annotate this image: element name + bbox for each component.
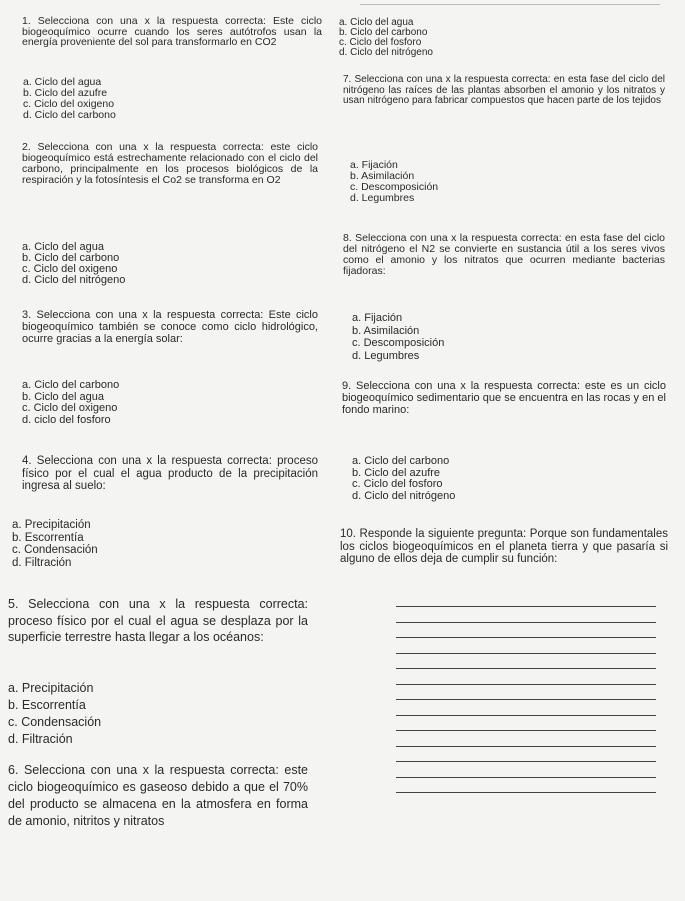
question-1-stem: 1. Selecciona con una x la respuesta correcta: Este ciclo biogeoquímico ocurre cuando los seres autótrofos usan la energía proveniente del sol para transformarlo en CO2 (22, 15, 322, 48)
option-c[interactable]: c. Descomposición (350, 181, 439, 193)
option-a[interactable]: a. Fijación (350, 159, 398, 171)
question-8 (343, 233, 665, 277)
answer-line[interactable] (396, 637, 656, 638)
answer-line[interactable] (396, 606, 656, 607)
question-1 (22, 16, 322, 48)
question-4-options (12, 519, 98, 569)
question-2 (22, 142, 318, 186)
option-b[interactable]: b. Asimilación (350, 170, 415, 182)
answer-line[interactable] (396, 777, 656, 778)
answer-line[interactable] (396, 792, 656, 793)
option-a[interactable]: a. Ciclo del agua (339, 17, 414, 28)
option-c[interactable]: c. Condensación (8, 715, 102, 729)
answer-line[interactable] (396, 761, 656, 762)
question-7-options (350, 160, 438, 204)
option-d[interactable]: d. Ciclo del carbono (23, 109, 116, 121)
question-2-options (22, 242, 125, 286)
answer-line[interactable] (396, 699, 656, 700)
option-a[interactable]: a. Precipitación (8, 681, 94, 695)
question-9-options (352, 456, 455, 502)
question-8-options (352, 312, 444, 362)
option-a[interactable]: a. Ciclo del agua (22, 241, 104, 253)
option-b[interactable]: b. Escorrentía (12, 531, 84, 544)
question-9 (342, 380, 666, 416)
question-5-stem: 5. Selecciona con una x la respuesta correcta: proceso físico por el cual el agua se desplaza por la superficie terrestre hasta llegar a los océanos: (8, 597, 308, 644)
question-3-options (22, 380, 119, 426)
question-1-options (330, 18, 433, 58)
question-1-options-left (23, 77, 116, 121)
option-a[interactable]: a. Fijación (352, 312, 403, 324)
option-b[interactable]: b. Ciclo del agua (22, 390, 104, 403)
option-b[interactable]: b. Ciclo del azufre (352, 466, 441, 479)
question-6-stem: 6. Selecciona con una x la respuesta correcta: este ciclo biogeoquímico es gaseoso debido a que el 70% del producto se almacena en la atmosfera en forma de amonio, nitritos y nitratos (8, 763, 308, 828)
option-b[interactable]: b. Ciclo del carbono (22, 252, 120, 264)
option-d[interactable]: d. Ciclo del nitrógeno (339, 47, 433, 58)
option-c[interactable]: c. Ciclo del fosforo (339, 37, 422, 48)
option-a[interactable]: a. Precipitación (12, 519, 91, 531)
answer-line[interactable] (396, 746, 656, 747)
option-b[interactable]: b. Escorrentía (8, 698, 86, 712)
answer-line[interactable] (396, 730, 656, 731)
answer-line[interactable] (396, 668, 656, 669)
question-5 (8, 596, 308, 646)
option-b[interactable]: b. Ciclo del azufre (23, 87, 108, 99)
question-10-stem: 10. Responde la siguiente pregunta: Porque son fundamentales los ciclos biogeoquímicos en el planeta tierra y que pasaría si alguno de ellos deja de cumplir su función: (340, 528, 668, 565)
option-d[interactable]: d. ciclo del fosforo (22, 413, 111, 426)
question-3-stem: 3. Selecciona con una x la respuesta correcta: Este ciclo biogeoquímico también se conoce como ciclo hidrológico, ocurre gracias a la energía solar: (22, 309, 318, 345)
option-a[interactable]: a. Ciclo del carbono (22, 379, 120, 391)
question-7 (343, 75, 665, 107)
question-3 (22, 309, 318, 345)
question-2-stem: 2. Selecciona con una x la respuesta correcta: este ciclo biogeoquímico está estrechamente relacionado con el ciclo del carbono, principalmente en los procesos biológicos de la respiración y la fotosíntesis el Co2 se transforma en O2 (22, 141, 318, 186)
answer-lines[interactable] (396, 606, 668, 808)
question-4 (22, 455, 318, 493)
option-c[interactable]: c. Condensación (12, 544, 98, 556)
option-c[interactable]: c. Ciclo del oxigeno (22, 402, 118, 414)
answer-line[interactable] (396, 622, 656, 623)
option-d[interactable]: d. Ciclo del nitrógeno (22, 274, 126, 286)
option-c[interactable]: c. Descomposición (352, 337, 445, 349)
option-a[interactable]: a. Ciclo del agua (23, 76, 102, 88)
option-d[interactable]: d. Ciclo del nitrógeno (352, 489, 456, 502)
option-d[interactable]: d. Filtración (12, 556, 72, 569)
top-border-line (360, 4, 660, 5)
option-c[interactable]: c. Ciclo del fosforo (352, 478, 443, 490)
option-b[interactable]: b. Asimilación (352, 324, 420, 337)
option-c[interactable]: c. Ciclo del oxigeno (22, 263, 118, 275)
answer-line[interactable] (396, 715, 656, 716)
answer-line[interactable] (396, 653, 656, 654)
option-a[interactable]: a. Ciclo del carbono (352, 455, 450, 467)
option-d[interactable]: d. Legumbres (350, 192, 415, 204)
question-7-stem: 7. Selecciona con una x la respuesta correcta: en esta fase del ciclo del nitrógeno las raíces de las plantas absorben el amonio y los nitratos y usan nitrógeno para fabricar compuestos que hacen parte de los tejidos (343, 74, 665, 106)
option-d[interactable]: d. Legumbres (352, 349, 420, 362)
answer-line[interactable] (396, 684, 656, 685)
question-8-stem: 8. Selecciona con una x la respuesta correcta: en esta fase del ciclo del nitrógeno el N2 se convierte en sustancia útil a los seres vivos como el amonio y los nitratos que ocurren mediante bacterias fijadoras: (343, 232, 665, 277)
question-9-stem: 9. Selecciona con una x la respuesta correcta: este es un ciclo biogeoquímico sedimentario que se encuentra en las rocas y en el fondo marino: (342, 380, 666, 416)
option-c[interactable]: c. Ciclo del oxigeno (23, 98, 115, 110)
question-4-stem: 4. Selecciona con una x la respuesta correcta: proceso físico por el cual el agua producto de la precipitación ingresa al suelo: (22, 455, 318, 492)
option-d[interactable]: d. Filtración (8, 732, 73, 746)
option-b[interactable]: b. Ciclo del carbono (339, 27, 428, 38)
question-5-options (8, 680, 101, 748)
question-10 (340, 528, 668, 566)
question-6 (8, 762, 308, 830)
